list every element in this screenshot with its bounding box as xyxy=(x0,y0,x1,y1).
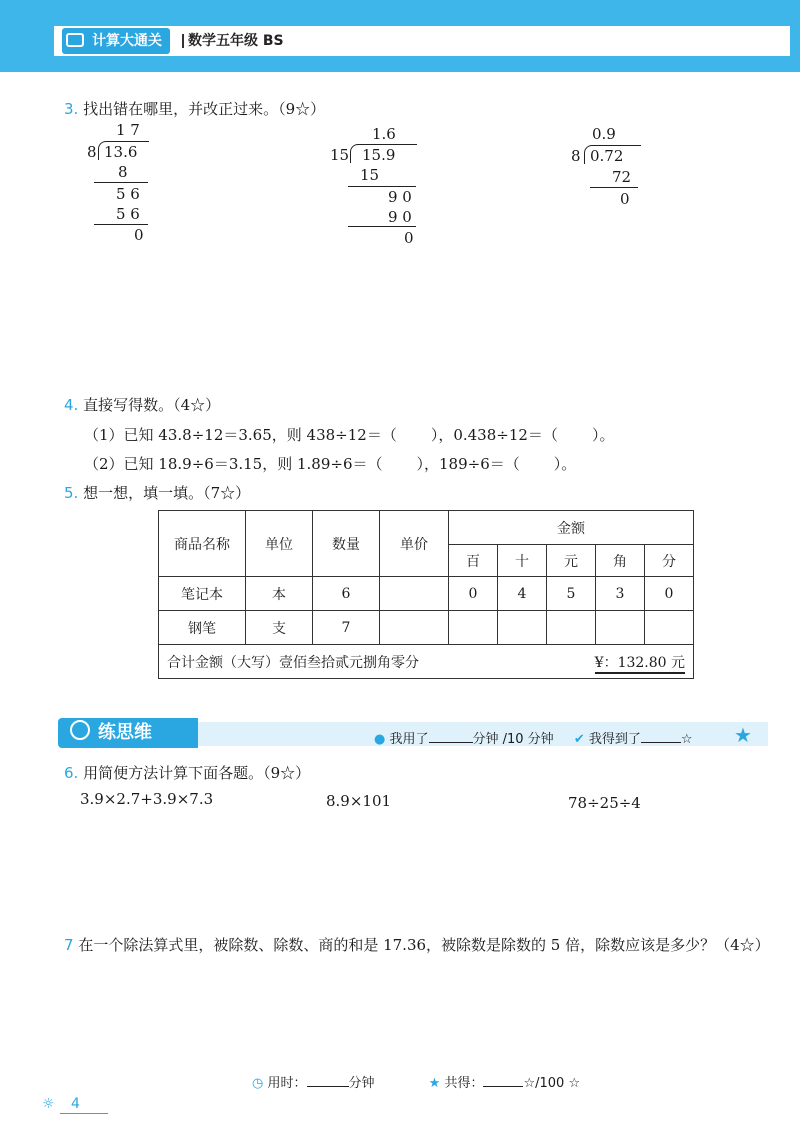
step: 9 0 xyxy=(388,208,412,226)
got-label: 我得到了 xyxy=(588,732,641,747)
q4-line-2 xyxy=(84,453,576,474)
digit-input[interactable] xyxy=(498,611,547,645)
digit-input[interactable] xyxy=(449,611,498,645)
text: （2）已知 18.9÷6＝3.15，则 1.89÷6＝（ xyxy=(84,455,383,473)
q5-heading xyxy=(64,482,250,503)
drop-icon: ● xyxy=(374,732,386,747)
header-unit: 单位 xyxy=(246,511,313,577)
q4-line-1 xyxy=(84,424,614,445)
step: 15 xyxy=(360,166,380,184)
q5-number: 5. xyxy=(64,484,79,502)
q6-title: 用简便方法计算下面各题。（9☆） xyxy=(83,764,311,782)
score-blank[interactable] xyxy=(483,1086,523,1087)
remainder: 0 xyxy=(134,226,144,244)
flower-icon xyxy=(70,720,90,740)
price-input[interactable] xyxy=(380,577,449,611)
step: 5 6 xyxy=(116,205,140,223)
rule xyxy=(94,224,148,225)
text: ）。 xyxy=(553,455,577,473)
book-icon xyxy=(66,33,84,47)
cell: 支 xyxy=(246,611,313,645)
total-row xyxy=(159,645,694,679)
q6-item-3: 78÷25÷4 xyxy=(568,794,641,812)
total-label: 合计金额（大写）壹佰叁拾贰元捌角零分 xyxy=(167,654,419,671)
section-banner xyxy=(58,718,198,748)
digit-input[interactable] xyxy=(547,611,596,645)
dividend: 13.6 xyxy=(104,143,138,161)
time-blank[interactable] xyxy=(307,1086,349,1087)
price-input[interactable] xyxy=(380,611,449,645)
step: 72 xyxy=(612,168,632,186)
text: （1）已知 43.8÷12＝3.65，则 438÷12＝（ xyxy=(84,426,397,444)
cell: 钢笔 xyxy=(159,611,246,645)
remainder: 0 xyxy=(404,229,414,247)
text: ）。 xyxy=(591,426,615,444)
section-title: 练思维 xyxy=(98,722,152,743)
footer-stats xyxy=(252,1072,580,1091)
text: ），189÷6＝（ xyxy=(416,455,520,473)
stars-icon: ★ xyxy=(734,723,752,747)
score-total: ☆/100 ☆ xyxy=(523,1076,581,1091)
header-qty: 数量 xyxy=(313,511,380,577)
subject-label: 数学五年级 BS xyxy=(188,33,284,49)
header-name: 商品名称 xyxy=(159,511,246,577)
q6-number: 6. xyxy=(64,764,79,782)
rule xyxy=(348,186,416,187)
rule xyxy=(590,187,638,188)
q6-heading xyxy=(64,762,310,783)
divisor: 8 xyxy=(87,143,97,161)
divider xyxy=(182,34,184,48)
q6-item-1: 3.9×2.7+3.9×7.3 xyxy=(80,790,214,808)
amount-col: 角 xyxy=(596,545,645,577)
amount-col: 十 xyxy=(498,545,547,577)
q7-question xyxy=(64,934,770,955)
star-icon: ☆ xyxy=(680,732,693,747)
amount-col: 分 xyxy=(645,545,694,577)
table-row xyxy=(159,577,694,611)
remainder: 0 xyxy=(620,190,630,208)
step: 5 6 xyxy=(116,185,140,203)
time-used-blank[interactable] xyxy=(429,742,473,743)
q4-number: 4. xyxy=(64,396,79,414)
text: ），0.438÷12＝（ xyxy=(430,426,558,444)
brand-label: 计算大通关 xyxy=(62,28,170,54)
page-number: 4 xyxy=(71,1096,80,1112)
star-icon: ★ xyxy=(428,1076,441,1091)
invoice-table xyxy=(158,510,694,679)
q7-text: 在一个除法算式里，被除数、除数、商的和是 17.36，被除数是除数的 5 倍，除数应该是多少？（4☆） xyxy=(78,936,770,954)
digit-input[interactable] xyxy=(645,611,694,645)
time-unit: 分钟 /10 分钟 xyxy=(472,732,554,747)
sun-icon: ☼ xyxy=(42,1096,55,1112)
clock-icon: ◷ xyxy=(252,1076,264,1091)
score-label: 共得： xyxy=(444,1076,484,1091)
q3-title: 找出错在哪里，并改正过来。（9☆） xyxy=(83,100,326,118)
divisor: 8 xyxy=(571,147,581,165)
dividend: 15.9 xyxy=(362,146,396,164)
time-unit: 分钟 xyxy=(348,1076,375,1091)
page-footer xyxy=(42,1096,80,1112)
got-blank[interactable] xyxy=(641,742,681,743)
header-price: 单价 xyxy=(380,511,449,577)
quotient: 1.6 xyxy=(372,125,396,143)
page-underline xyxy=(60,1113,108,1114)
cell: 6 xyxy=(313,577,380,611)
q3-heading xyxy=(64,98,325,119)
check-icon: ✔ xyxy=(573,732,585,747)
q4-title: 直接写得数。（4☆） xyxy=(83,396,221,414)
cell: 0 xyxy=(645,577,694,611)
digit-input[interactable] xyxy=(596,611,645,645)
step: 8 xyxy=(118,163,128,181)
cell: 5 xyxy=(547,577,596,611)
cell: 4 xyxy=(498,577,547,611)
rule xyxy=(348,226,416,227)
amount-col: 元 xyxy=(547,545,596,577)
dividend: 0.72 xyxy=(590,147,624,165)
amount-col: 百 xyxy=(449,545,498,577)
cell: 笔记本 xyxy=(159,577,246,611)
quotient: 0.9 xyxy=(592,125,616,143)
time-label: 用时： xyxy=(267,1076,307,1091)
cell: 本 xyxy=(246,577,313,611)
divisor: 15 xyxy=(330,146,350,164)
q5-title: 想一想，填一填。（7☆） xyxy=(83,484,251,502)
table-row xyxy=(159,611,694,645)
q7-number: 7 xyxy=(64,936,74,954)
quotient: 1 7 xyxy=(116,121,140,139)
cell: 0 xyxy=(449,577,498,611)
total-cell xyxy=(159,645,694,679)
q4-heading xyxy=(64,394,220,415)
step: 9 0 xyxy=(388,188,412,206)
cell: 3 xyxy=(596,577,645,611)
q6-item-2: 8.9×101 xyxy=(326,792,392,810)
cell: 7 xyxy=(313,611,380,645)
header-amount: 金额 xyxy=(449,511,694,545)
total-value: ¥：132.80 元 xyxy=(595,652,685,674)
q3-number: 3. xyxy=(64,100,79,118)
time-used-label: 我用了 xyxy=(389,732,429,747)
rule xyxy=(94,182,148,183)
time-tracker xyxy=(374,728,693,747)
